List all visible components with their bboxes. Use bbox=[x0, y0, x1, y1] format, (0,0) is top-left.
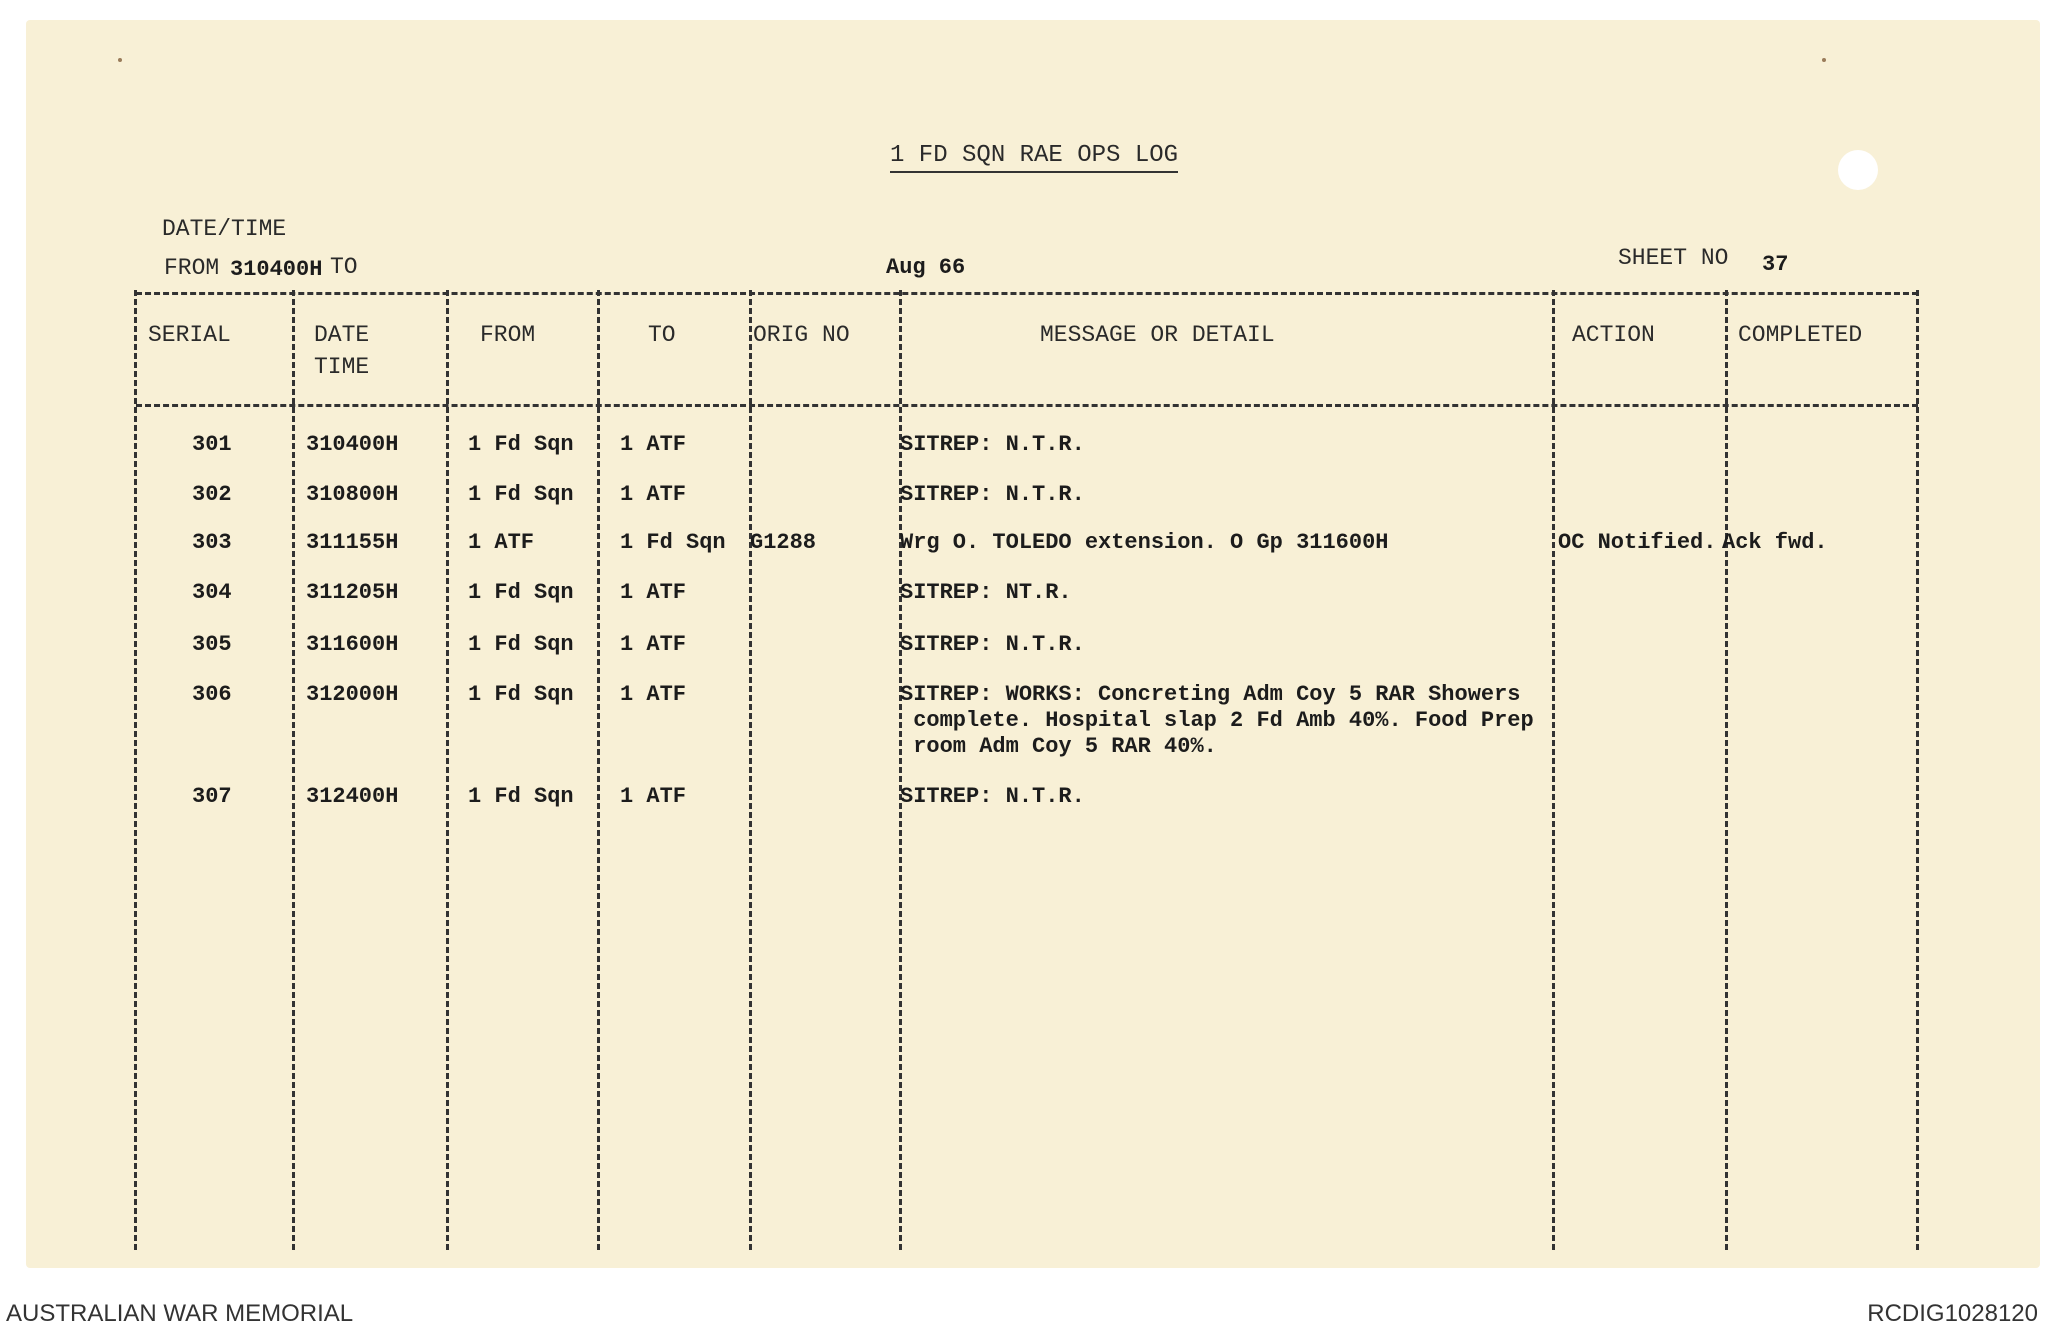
table-header-rule bbox=[136, 404, 1918, 407]
cell-completed: Ack fwd. bbox=[1722, 530, 1828, 555]
cell-datetime: 311205H bbox=[306, 580, 399, 605]
table-row bbox=[0, 632, 2048, 666]
month-label: Aug 66 bbox=[886, 255, 966, 280]
cell-from: 1 Fd Sqn bbox=[468, 580, 574, 605]
table-row bbox=[0, 682, 2048, 766]
cell-from: 1 Fd Sqn bbox=[468, 432, 574, 457]
col-header-message: MESSAGE OR DETAIL bbox=[1040, 322, 1275, 348]
cell-from: 1 Fd Sqn bbox=[468, 682, 574, 707]
cell-datetime: 310800H bbox=[306, 482, 399, 507]
cell-serial: 301 bbox=[192, 432, 232, 457]
from-value: 310400H bbox=[230, 257, 323, 282]
cell-serial: 307 bbox=[192, 784, 232, 809]
cell-message: SITREP: N.T.R. bbox=[900, 632, 1085, 657]
col-header-date: DATE bbox=[314, 322, 370, 348]
cell-message: SITREP: N.T.R. bbox=[900, 432, 1085, 457]
cell-from: 1 Fd Sqn bbox=[468, 482, 574, 507]
to-label: TO bbox=[330, 254, 358, 280]
from-label: FROM bbox=[164, 255, 220, 281]
paper-stain bbox=[118, 58, 122, 62]
sheet-no-label: SHEET NO bbox=[1618, 245, 1729, 271]
cell-datetime: 310400H bbox=[306, 432, 399, 457]
date-time-label: DATE/TIME bbox=[162, 216, 287, 242]
cell-to: 1 ATF bbox=[620, 482, 687, 507]
col-header-orig-no: ORIG NO bbox=[753, 322, 850, 348]
table-row bbox=[0, 482, 2048, 516]
cell-to: 1 ATF bbox=[620, 784, 687, 809]
cell-message: Wrg O. TOLEDO extension. O Gp 311600H bbox=[900, 530, 1389, 555]
cell-message: SITREP: WORKS: Concreting Adm Coy 5 RAR Showers complete. Hospital slap 2 Fd Amb 40%. Food Prep room Adm Coy 5 RAR 40%. bbox=[900, 682, 1534, 759]
sheet-no-value: 37 bbox=[1762, 252, 1789, 277]
cell-serial: 303 bbox=[192, 530, 232, 555]
col-header-time: TIME bbox=[314, 354, 370, 380]
col-header-serial: SERIAL bbox=[148, 322, 231, 348]
table-row bbox=[0, 580, 2048, 614]
cell-to: 1 ATF bbox=[620, 432, 687, 457]
cell-to: 1 ATF bbox=[620, 632, 687, 657]
cell-datetime: 311155H bbox=[306, 530, 399, 555]
cell-from: 1 Fd Sqn bbox=[468, 632, 574, 657]
cell-from: 1 Fd Sqn bbox=[468, 784, 574, 809]
footer-source: AUSTRALIAN WAR MEMORIAL bbox=[6, 1300, 354, 1327]
cell-serial: 305 bbox=[192, 632, 232, 657]
cell-datetime: 312000H bbox=[306, 682, 399, 707]
cell-to: 1 ATF bbox=[620, 682, 687, 707]
cell-action: OC Notified. bbox=[1558, 530, 1717, 555]
cell-message: SITREP: N.T.R. bbox=[900, 482, 1085, 507]
col-header-action: ACTION bbox=[1572, 322, 1655, 348]
table-top-rule bbox=[136, 292, 1918, 295]
cell-from: 1 ATF bbox=[468, 530, 535, 555]
col-header-from: FROM bbox=[480, 322, 536, 348]
col-header-to: TO bbox=[648, 322, 676, 348]
paper-stain bbox=[1822, 58, 1826, 62]
table-row bbox=[0, 530, 2048, 564]
table-row bbox=[0, 432, 2048, 466]
cell-serial: 302 bbox=[192, 482, 232, 507]
col-header-completed: COMPLETED bbox=[1738, 322, 1863, 348]
cell-orig: G1288 bbox=[750, 530, 817, 555]
table-row bbox=[0, 784, 2048, 818]
cell-datetime: 312400H bbox=[306, 784, 399, 809]
page-title: 1 FD SQN RAE OPS LOG bbox=[890, 142, 1178, 173]
cell-serial: 304 bbox=[192, 580, 232, 605]
cell-serial: 306 bbox=[192, 682, 232, 707]
footer-id: RCDIG1028120 bbox=[1867, 1300, 2038, 1327]
cell-message: SITREP: N.T.R. bbox=[900, 784, 1085, 809]
cell-to: 1 ATF bbox=[620, 580, 687, 605]
cell-to: 1 Fd Sqn bbox=[620, 530, 726, 555]
punch-hole bbox=[1838, 150, 1878, 190]
cell-message: SITREP: NT.R. bbox=[900, 580, 1072, 605]
cell-datetime: 311600H bbox=[306, 632, 399, 657]
